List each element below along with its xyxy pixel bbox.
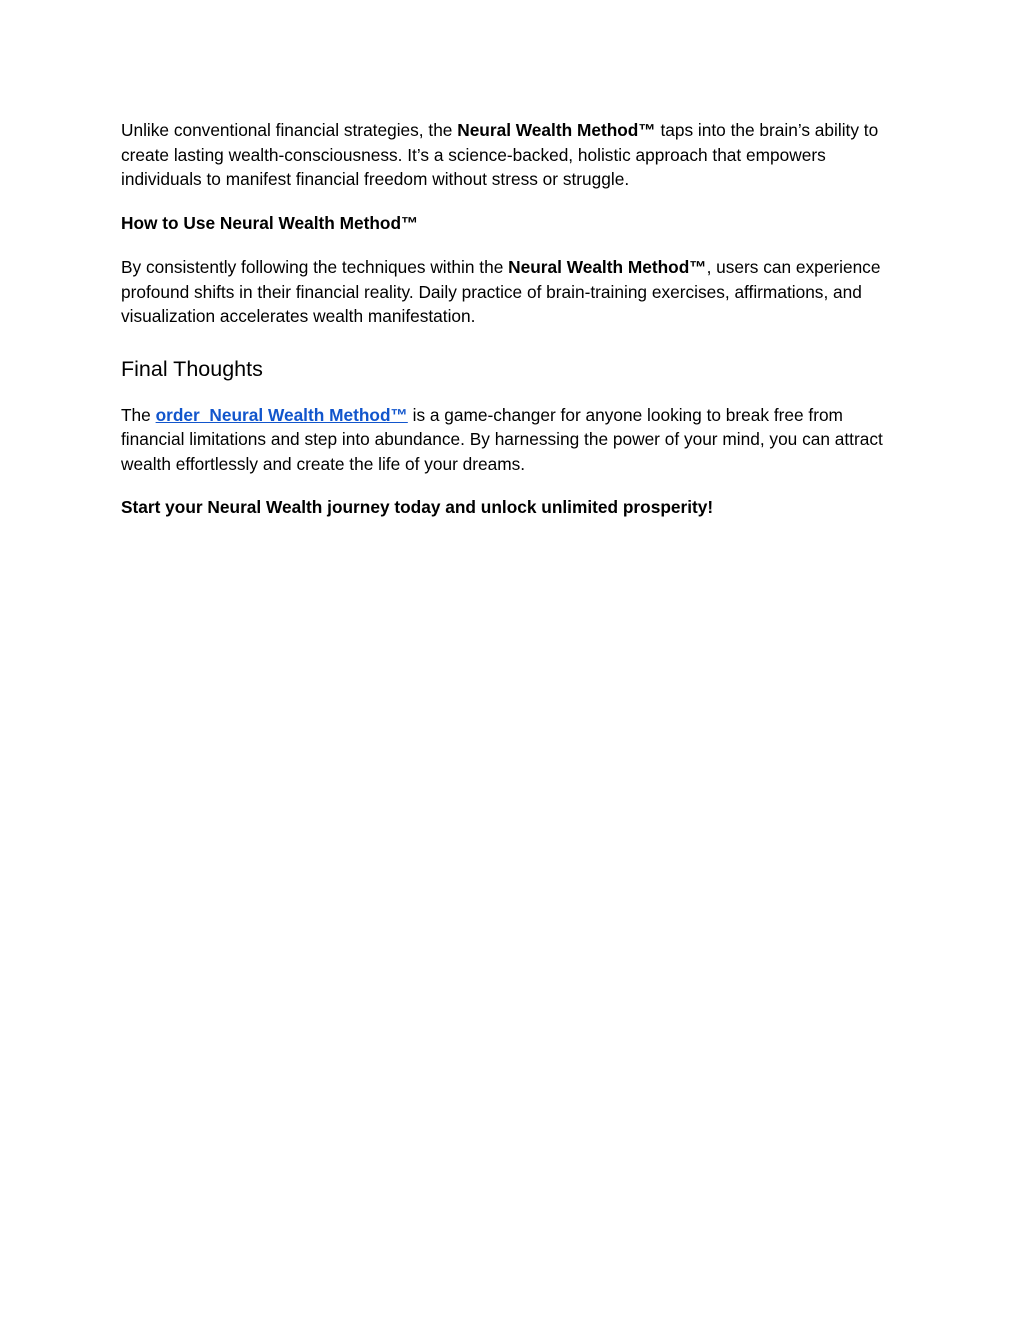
document-page: [121, 118, 911, 520]
usage-paragraph: [121, 255, 911, 329]
closing-call-to-action: Start your Neural Wealth journey today and unlock unlimited prosperity!: [121, 497, 714, 517]
usage-text-start: By consistently following the techniques within the: [121, 257, 509, 277]
final-thoughts-heading: Final Thoughts: [121, 356, 263, 381]
product-name-bold: Neural Wealth Method™: [457, 120, 656, 140]
final-text-start: The: [121, 404, 156, 425]
order-link[interactable]: order Neural Wealth Method™: [155, 404, 408, 425]
final-text-end: is a game-changer for anyone looking to break free from financial limitations and step into abundance. By harnessing the power of your mind, you can attract wealth effortlessly and create the life of your dreams.: [121, 404, 883, 474]
intro-paragraph: [121, 118, 911, 192]
intro-text-end: taps into the brain’s ability to create lasting wealth-consciousness. It’s a science-backed, holistic approach that empowers individuals to manifest financial freedom without stress or struggle.: [121, 120, 879, 189]
how-to-use-heading: How to Use Neural Wealth Method™: [121, 212, 419, 233]
product-name-bold: Neural Wealth Method™: [508, 257, 707, 277]
usage-text-end: , users can experience profound shifts in their financial reality. Daily practice of brain-training exercises, affirmations, and visualization accelerates wealth manifestation.: [121, 257, 881, 326]
intro-text-start: Unlike conventional financial strategies, the: [121, 120, 458, 140]
final-paragraph: [121, 403, 911, 477]
